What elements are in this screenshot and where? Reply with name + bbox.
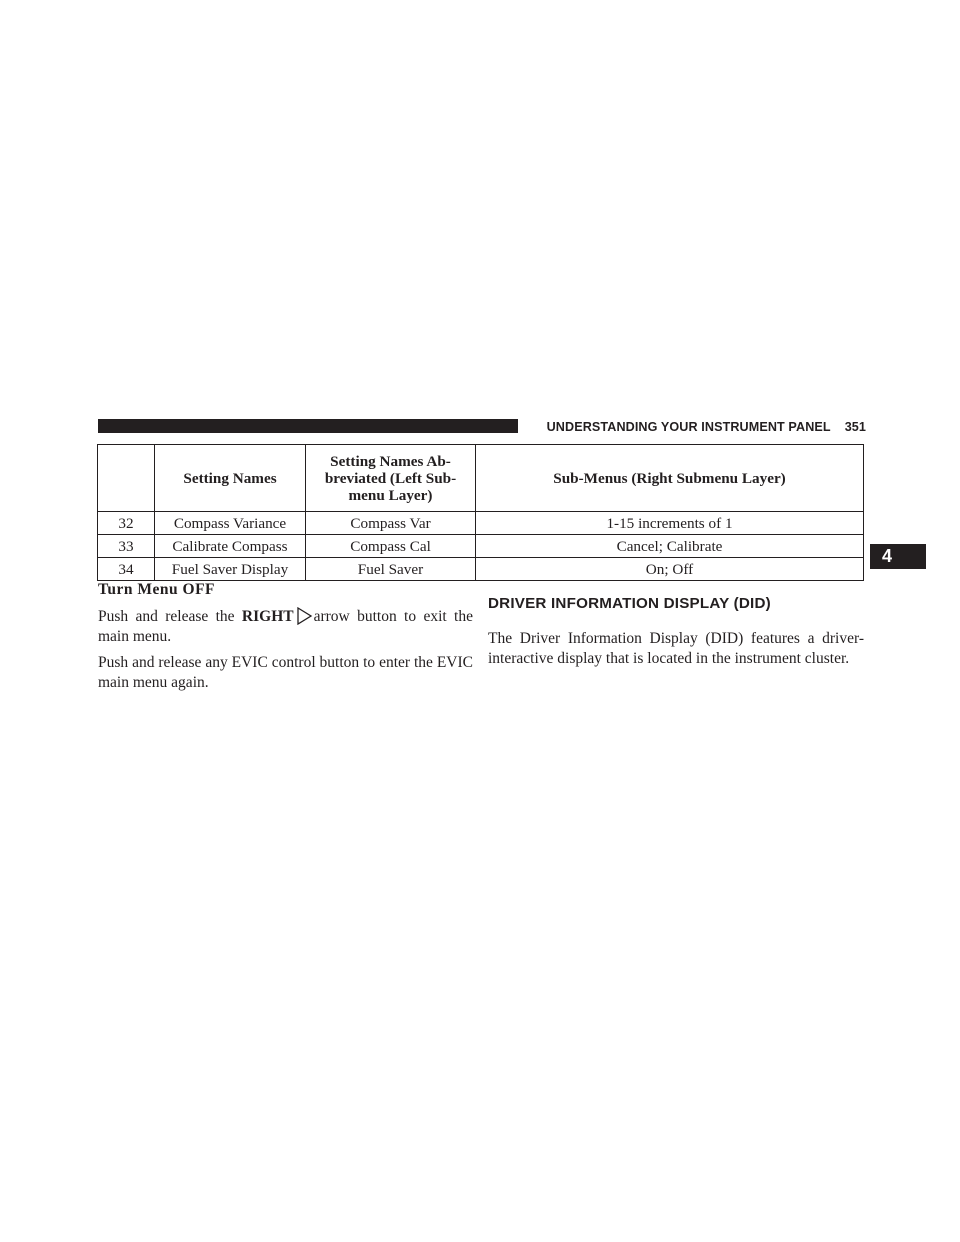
right-arrow-icon [295,607,313,625]
table-row [98,512,864,535]
header-number [98,445,155,512]
exit-menu-text-start: Push and release the [98,608,242,625]
right-button-label: RIGHT [241,608,294,625]
row-sub-menu: Cancel; Calibrate [476,535,864,558]
header-abbr-line-1: Setting Names Ab- [330,452,451,470]
row-sub-menu: 1-15 increments of 1 [476,512,864,535]
turn-menu-off-heading: Turn Menu OFF [98,581,216,598]
table-row [98,535,864,558]
section-title: UNDERSTANDING YOUR INSTRUMENT PANEL [546,420,831,434]
header-abbr-line-2: breviated (Left Sub- [324,469,457,487]
table-row [98,558,864,581]
running-header [536,418,866,436]
exit-menu-text-end: arrow button to exit the main menu. [98,608,473,645]
chapter-tab [870,544,926,569]
did-section-heading: DRIVER INFORMATION DISPLAY (DID) [488,595,771,612]
settings-table [97,444,864,581]
header-setting-names: Setting Names [155,445,306,512]
row-setting-name: Fuel Saver Display [155,558,306,581]
page-number: 351 [844,420,866,434]
row-setting-name: Calibrate Compass [155,535,306,558]
row-number: 32 [98,512,155,535]
table-header-row [98,445,864,512]
header-abbr-line-3: menu Layer) [348,486,433,504]
header-sub-menus: Sub-Menus (Right Submenu Layer) [476,445,864,512]
row-abbreviation: Fuel Saver [306,558,476,581]
enter-menu-paragraph: Push and release any EVIC control button to enter the EVIC main menu again. [98,654,473,691]
did-description-paragraph: The Driver Information Display (DID) features a driver-interactive display that is located in the instrument cluster. [488,630,864,667]
row-number: 34 [98,558,155,581]
row-abbreviation: Compass Cal [306,535,476,558]
header-rule [98,419,518,433]
row-abbreviation: Compass Var [306,512,476,535]
row-sub-menu: On; Off [476,558,864,581]
chapter-number: 4 [882,546,893,566]
row-number: 33 [98,535,155,558]
header-abbreviated [306,445,476,512]
row-setting-name: Compass Variance [155,512,306,535]
exit-menu-paragraph [98,607,473,647]
